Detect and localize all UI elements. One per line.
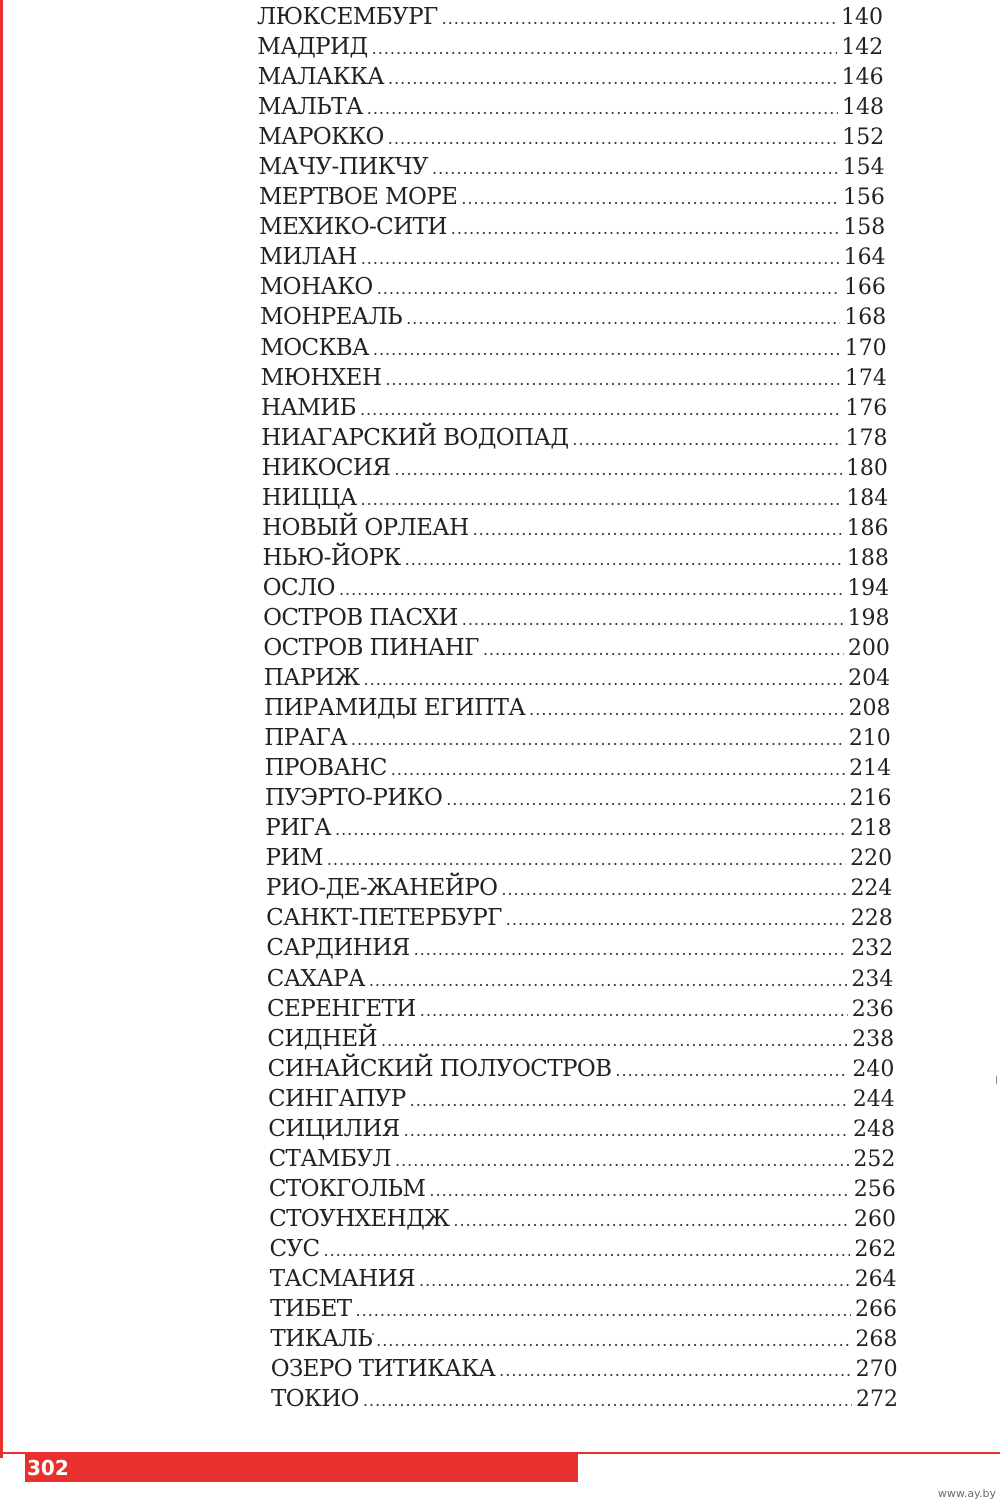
table-of-contents [0,2,1000,1414]
toc-dot-leader [453,1206,850,1236]
toc-dot-leader [414,935,848,965]
toc-dot-leader [529,695,844,725]
toc-dot-leader [335,815,846,845]
toc-entry-title: МЮНХЕН [260,364,382,391]
toc-entry-title: ПИРАМИДЫ ЕГИПТА [264,695,526,722]
toc-entry-title: ЛЮКСЕМБУРГ [257,4,438,30]
toc-entry-page: 252 [853,1146,896,1172]
toc-entry-title: НЬЮ-ЙОРК [262,544,401,571]
toc-entry [269,1144,896,1174]
toc-entry [260,272,886,302]
toc-entry [258,62,884,92]
toc-dot-leader [364,665,845,695]
toc-dot-leader [360,395,841,425]
toc-entry-title: ПУЭРТО-РИКО [264,785,443,812]
toc-entry [261,423,887,453]
toc-dot-leader [473,515,843,545]
toc-dot-leader [324,1236,851,1266]
toc-entry-page: 256 [853,1176,896,1202]
toc-entry-page: 200 [847,635,890,661]
toc-entry [258,122,884,152]
toc-entry [271,1384,898,1414]
toc-dot-leader [429,1176,849,1206]
toc-entry-title: СИНГАПУР [267,1085,406,1112]
toc-entry-title: ОСТРОВ ПИНАНГ [263,634,479,661]
toc-dot-leader [419,1266,851,1296]
toc-entry [269,1234,896,1264]
toc-dot-leader [339,575,843,605]
toc-dot-leader [406,304,840,334]
toc-entry [267,994,894,1024]
toc-entry [259,152,885,182]
toc-entry-title: МАЛЬТА [257,94,363,121]
toc-entry [267,1024,894,1054]
toc-entry-title: РИГА [265,815,331,842]
toc-dot-leader [506,905,847,935]
toc-entry [262,513,888,543]
toc-entry-page: 238 [852,1026,895,1052]
toc-dot-leader [410,1086,849,1116]
toc-dot-leader [388,64,838,94]
toc-entry-page: 178 [845,425,888,451]
toc-entry-page: 272 [856,1387,898,1413]
toc-entry-page: 234 [851,966,894,992]
toc-entry-page: 248 [853,1116,896,1142]
toc-dot-leader [361,485,843,515]
toc-dot-leader [377,274,840,304]
toc-entry-title: МАДРИД [257,34,368,61]
toc-entry-title: СИНАЙСКИЙ ПОЛУОСТРОВ [267,1055,612,1082]
toc-entry-title: МАЛАККА [257,64,384,91]
toc-entry [264,663,890,693]
toc-entry [261,363,887,393]
toc-entry-title: СУС [269,1235,320,1262]
toc-entry [269,1204,896,1234]
toc-dot-leader [446,785,845,815]
toc-entry [268,1114,895,1144]
toc-entry-page: 188 [846,545,889,571]
toc-entry-page: 224 [850,876,893,902]
toc-entry-title: МЕХИКО-СИТИ [259,214,447,241]
toc-entry-title: ОЗЕРО ТИТИКАКА [270,1356,496,1383]
toc-entry-page: 146 [841,65,884,91]
toc-entry [265,753,892,783]
toc-dot-leader [385,365,841,395]
toc-entry-title: НАМИБ [260,394,356,421]
toc-entry [262,483,888,513]
toc-entry-title: ПРАГА [264,725,347,752]
print-speck [372,1333,374,1335]
toc-entry [264,723,891,753]
toc-entry-title: САРДИНИЯ [266,935,410,962]
toc-entry-page: 208 [848,696,891,722]
toc-entry [260,302,886,332]
toc-entry [268,1084,895,1114]
toc-dot-leader [499,1356,852,1386]
toc-entry-page: 218 [849,816,892,842]
toc-entry-title: ПРОВАНС [264,755,387,782]
toc-entry-title: САХАРА [266,965,365,992]
toc-entry-page: 142 [841,35,884,61]
toc-entry [259,182,885,212]
toc-entry-page: 210 [848,726,891,752]
toc-entry [271,1354,898,1384]
toc-entry [266,933,893,963]
toc-entry-page: 228 [850,906,893,932]
toc-entry-title: ОСТРОВ ПАСХИ [263,604,458,631]
toc-entry-page: 170 [844,335,887,361]
toc-dot-leader [363,1386,852,1416]
toc-entry-page: 166 [843,275,886,301]
toc-entry-title: СТОУНХЕНДЖ [269,1205,450,1232]
toc-dot-leader [501,875,846,905]
toc-entry-title: МАРОККО [258,124,384,151]
toc-dot-leader [395,1146,849,1176]
toc-entry [266,843,893,873]
toc-entry [260,333,886,363]
toc-dot-leader [361,244,840,274]
toc-entry-page: 156 [842,185,885,211]
toc-dot-leader [351,725,845,755]
toc-dot-leader [615,1056,848,1086]
toc-entry [265,813,892,843]
toc-entry-title: НОВЫЙ ОРЛЕАН [262,514,469,541]
toc-entry-title: СТОКГОЛЬМ [268,1175,426,1202]
toc-entry-page: 214 [849,756,892,782]
page-number-tab [25,1452,578,1482]
toc-entry-page: 236 [851,996,894,1022]
toc-entry [263,573,889,603]
toc-entry-page: 194 [847,575,890,601]
toc-entry [264,693,891,723]
toc-entry [266,873,893,903]
toc-entry [261,393,887,423]
toc-dot-leader [432,154,839,184]
toc-entry-page: 270 [855,1357,898,1383]
toc-entry [266,903,893,933]
toc-entry-title: РИО-ДЕ-ЖАНЕЙРО [265,875,498,902]
toc-entry-title: СИЦИЛИЯ [268,1115,400,1142]
toc-entry-title: НИЦЦА [261,484,357,511]
toc-entry-title: ТИБЕТ [270,1296,352,1323]
toc-dot-leader [462,605,844,635]
toc-dot-leader [369,966,848,996]
toc-entry-page: 164 [843,245,886,271]
toc-dot-leader [405,545,843,575]
toc-entry-page: 140 [841,5,883,30]
toc-dot-leader [373,335,841,365]
toc-entry [263,633,889,663]
toc-entry [270,1294,897,1324]
toc-entry-page: 268 [855,1327,898,1353]
toc-entry-title: ТОКИО [271,1386,359,1413]
toc-dot-leader [372,34,838,64]
toc-entry [265,783,892,813]
toc-entry [262,543,888,573]
toc-entry-page: 176 [845,395,888,421]
toc-dot-leader [391,755,845,785]
toc-dot-leader [483,635,844,665]
toc-dot-leader [420,996,848,1026]
toc-dot-leader [327,845,846,875]
toc-entry-page: 154 [842,155,885,181]
toc-dot-leader [442,4,837,34]
toc-entry-page: 158 [843,215,886,241]
toc-entry-title: МИЛАН [259,244,357,271]
toc-entry-page: 168 [844,305,887,331]
toc-entry [263,603,889,633]
toc-entry-page: 152 [842,125,885,151]
toc-entry-title: ТИКАЛЬ [270,1326,373,1353]
toc-entry-title: МАЧУ-ПИКЧУ [258,154,428,181]
toc-entry [257,32,883,62]
toc-entry-page: 198 [847,605,890,631]
toc-entry-page: 262 [854,1236,897,1262]
toc-dot-leader [381,1026,848,1056]
toc-dot-leader [356,1296,851,1326]
toc-entry-title: РИМ [265,845,323,872]
toc-entry-page: 186 [846,515,889,541]
toc-entry [257,2,883,32]
toc-entry-page: 204 [848,666,891,692]
toc-entry-title: ПАРИЖ [263,665,360,692]
toc-entry [259,242,885,272]
toc-entry-title: МОНРЕАЛЬ [260,304,403,331]
toc-entry-page: 184 [846,485,889,511]
toc-entry [268,1054,895,1084]
toc-entry-page: 232 [851,936,894,962]
toc-entry-title: НИКОСИЯ [261,454,391,481]
watermark: www.ay.by [937,1487,996,1500]
toc-entry [270,1264,897,1294]
page-number: 302 [27,1456,69,1480]
toc-entry-page: 216 [849,786,892,812]
toc-entry-title: НИАГАРСКИЙ ВОДОПАД [261,424,569,451]
toc-dot-leader [367,94,838,124]
toc-entry-page: 174 [844,365,887,391]
toc-dot-leader [461,184,839,214]
toc-entry [258,92,884,122]
toc-entry-title: САНКТ-ПЕТЕРБУРГ [266,905,502,932]
toc-dot-leader [404,1116,849,1146]
toc-entry [259,212,885,242]
toc-dot-leader [376,1326,851,1356]
toc-entry-page: 148 [841,95,884,121]
toc-entry-title: МОСКВА [260,334,369,361]
toc-dot-leader [388,124,839,154]
toc-entry-page: 244 [852,1086,895,1112]
toc-entry [267,964,894,994]
toc-entry-title: МОНАКО [259,274,373,301]
toc-entry-title: СТАМБУЛ [268,1145,391,1172]
toc-entry-title: МЕРТВОЕ МОРЕ [258,184,458,211]
toc-entry [269,1174,896,1204]
toc-entry-title: СЕРЕНГЕТИ [267,995,416,1022]
toc-entry-page: 240 [852,1056,895,1082]
toc-entry-title: ОСЛО [262,574,335,601]
toc-entry [262,453,888,483]
toc-entry-page: 220 [850,846,893,872]
toc-entry-title: СИДНЕЙ [267,1025,378,1052]
toc-entry-page: 180 [845,455,888,481]
toc-entry-page: 264 [854,1266,897,1292]
toc-dot-leader [451,214,839,244]
toc-entry-title: ТАСМАНИЯ [269,1265,415,1292]
page-edge-mark [996,1076,1000,1084]
toc-entry-page: 266 [855,1297,897,1323]
toc-dot-leader [394,455,842,485]
toc-entry [270,1324,897,1354]
toc-dot-leader [572,425,841,455]
toc-entry-page: 260 [854,1206,897,1232]
